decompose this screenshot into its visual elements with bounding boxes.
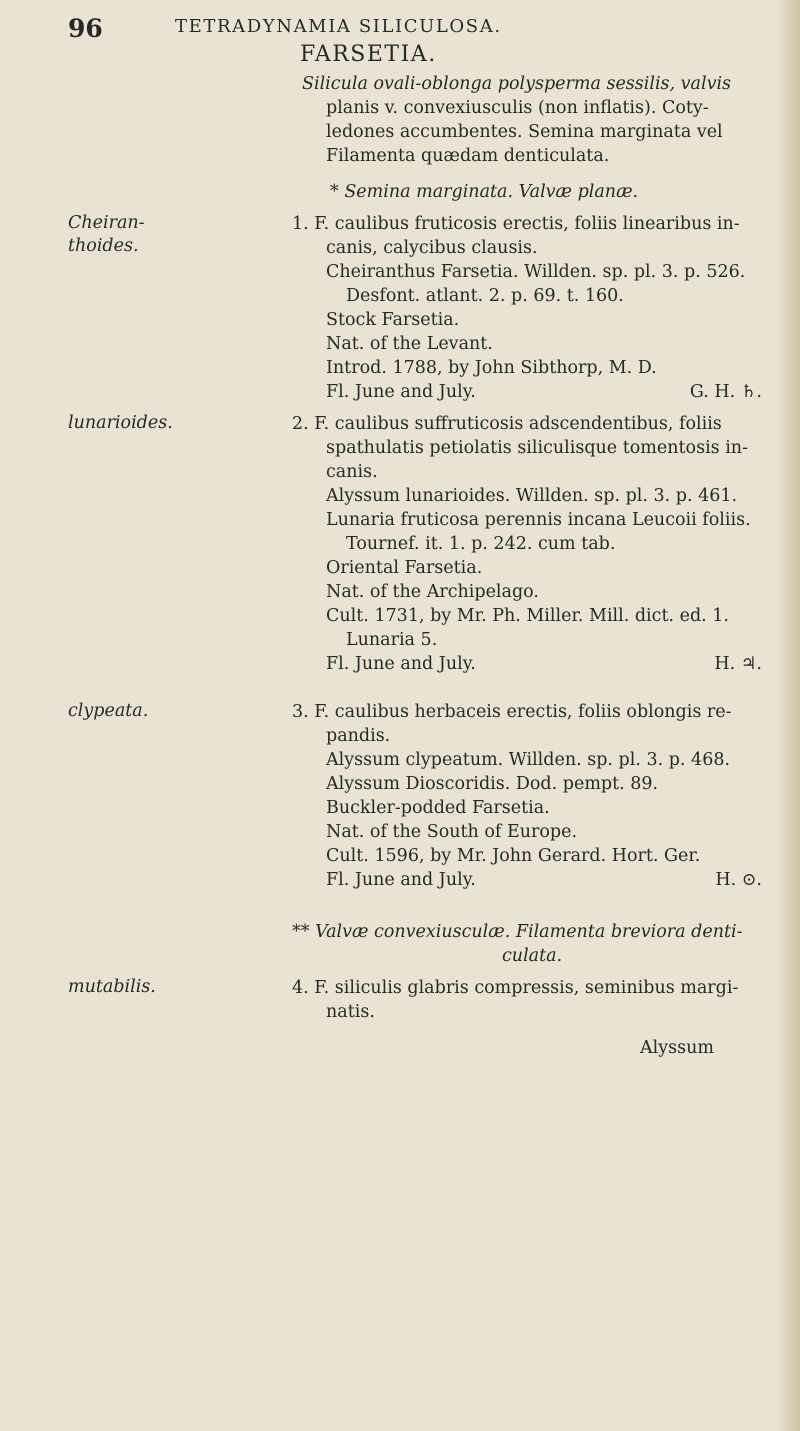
species-line: canis, calycibus clausis. (326, 238, 538, 258)
species-line: Alyssum lunarioides. Willden. sp. pl. 3. p. 461. (326, 486, 738, 506)
species-line: Cult. 1731, by Mr. Ph. Miller. Mill. dict. ed. 1. (326, 606, 729, 626)
species-line: Oriental Farsetia. (326, 558, 483, 578)
margin-name-cheiranthoides: Cheiran- thoides. (68, 213, 145, 256)
desc-line: planis v. convexiusculis (non inflatis). Coty- (326, 98, 709, 118)
species-line: Tournef. it. 1. p. 242. cum tab. (346, 534, 616, 554)
species-entry-1 (292, 212, 762, 404)
species-entry-4 (292, 976, 762, 1024)
section-heading-2: ** Valvæ convexiusculæ. Filamenta breviora denti- culata. (292, 922, 743, 966)
species-line: Stock Farsetia. (326, 310, 460, 330)
species-line: Nat. of the Archipelago. (326, 582, 539, 602)
genus-title: FARSETIA. (300, 42, 437, 67)
page-number: 96 (68, 14, 103, 43)
genus-description (292, 72, 762, 168)
species-line: Introd. 1788, by John Sibthorp, M. D. (326, 358, 657, 378)
duration-mark: H. ♃. (714, 654, 762, 674)
duration-mark: H. ⊙. (715, 870, 762, 890)
species-line: Lunaria 5. (346, 630, 438, 650)
desc-line: Filamenta quædam denticulata. (326, 146, 610, 166)
running-head: TETRADYNAMIA SILICULOSA. (175, 16, 502, 37)
species-entry-2 (292, 412, 762, 676)
species-line: Alyssum clypeatum. Willden. sp. pl. 3. p. 468. (326, 750, 731, 770)
duration-mark: G. H. ♄. (689, 382, 762, 402)
species-line: Buckler-podded Farsetia. (326, 798, 550, 818)
margin-name-lunarioides: lunarioides. (68, 413, 173, 433)
species-line: natis. (326, 1002, 375, 1022)
section-heading-1: * Semina marginata. Valvæ planæ. (330, 182, 639, 202)
margin-name-clypeata: clypeata. (68, 701, 149, 721)
species-line: 2. F. caulibus suffruticosis adscendentibus, foliis (292, 414, 722, 434)
species-line: Fl. June and July. H. ⊙. (326, 870, 762, 890)
species-line: pandis. (326, 726, 391, 746)
species-line: Lunaria fruticosa perennis incana Leucoii foliis. (326, 510, 751, 530)
species-line: Cheiranthus Farsetia. Willden. sp. pl. 3. p. 526. (326, 262, 746, 282)
species-line: Desfont. atlant. 2. p. 69. t. 160. (346, 286, 624, 306)
species-line: Nat. of the South of Europe. (326, 822, 578, 842)
species-line: Cult. 1596, by Mr. John Gerard. Hort. Ger. (326, 846, 701, 866)
margin-name-mutabilis: mutabilis. (68, 977, 156, 997)
species-entry-3 (292, 700, 762, 892)
species-line: Fl. June and July. G. H. ♄. (326, 382, 762, 402)
species-line: 1. F. caulibus fruticosis erectis, foliis linearibus in- (292, 214, 740, 234)
species-line: Fl. June and July. H. ♃. (326, 654, 762, 674)
desc-line: Silicula ovali-oblonga polysperma sessilis, valvis (302, 74, 732, 94)
species-line: 4. F. siliculis glabris compressis, seminibus margi- (292, 978, 739, 998)
species-line: Nat. of the Levant. (326, 334, 493, 354)
species-line: 3. F. caulibus herbaceis erectis, foliis oblongis re- (292, 702, 732, 722)
species-line: Alyssum Dioscoridis. Dod. pempt. 89. (326, 774, 659, 794)
species-line: canis. (326, 462, 378, 482)
desc-line: ledones accumbentes. Semina marginata vel (326, 122, 723, 142)
catchword: Alyssum (640, 1038, 714, 1058)
species-line: spathulatis petiolatis siliculisque tomentosis in- (326, 438, 748, 458)
page-edge-shadow (776, 0, 800, 1431)
